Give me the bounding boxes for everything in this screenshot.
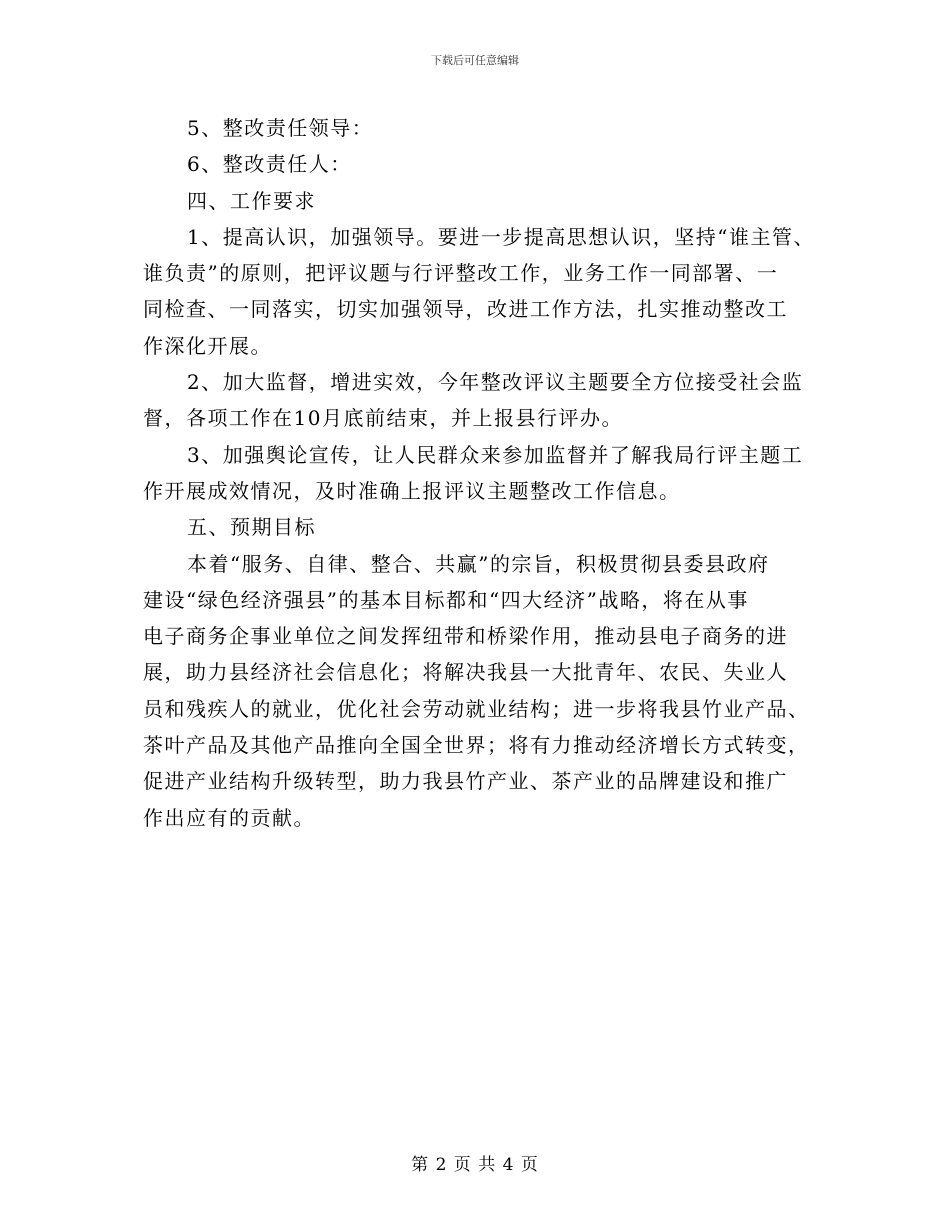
paragraph-line: 展，助力县经济社会信息化；将解决我县一大批青年、农民、失业人 — [143, 660, 788, 685]
paragraph-line: 茶叶产品及其他产品推向全国全世界；将有力推动经济增长方式转变， — [143, 733, 810, 758]
page-number: 第 2 页 共 4 页 — [411, 1155, 539, 1175]
item-rectification-person: 6、整改责任人： — [187, 152, 352, 177]
paragraph-line: 作深化开展。 — [143, 333, 272, 358]
paragraph-line: 电子商务企事业单位之间发挥纽带和桥梁作用，推动县电子商务的进 — [143, 624, 788, 649]
item-rectification-leader: 5、整改责任领导： — [187, 116, 374, 140]
paragraph-line: 本着“服务、自律、整合、共赢”的宗旨，积极贯彻县委县政府 — [187, 551, 770, 576]
paragraph-line: 建设“绿色经济强县”的基本目标都和“四大经济”战略，将在从事 — [143, 587, 749, 612]
page-header: 下载后可任意编辑 — [431, 54, 519, 67]
paragraph-line: 1、提高认识，加强领导。要进一步提高思想认识，坚持“谁主管、 — [187, 224, 815, 249]
paragraph-line: 2、加大监督，增进实效，今年整改评议主题要全方位接受社会监 — [187, 370, 804, 395]
paragraph-line: 3、加强舆论宣传，让人民群众来参加监督并了解我局行评主题工 — [187, 442, 804, 467]
paragraph-line: 同检查、一同落实，切实加强领导，改进工作方法，扎实推动整改工 — [143, 297, 788, 322]
paragraph-line: 谁负责”的原则，把评议题与行评整改工作，业务工作一同部署、一 — [143, 261, 779, 286]
paragraph-line: 促进产业结构升级转型，助力我县竹产业、茶产业的品牌建设和推广 — [143, 769, 788, 794]
paragraph-line: 作开展成效情况，及时准确上报评议主题整改工作信息。 — [143, 478, 681, 503]
paragraph-line: 作出应有的贡献。 — [143, 805, 315, 830]
section-heading-expected-goals: 五、预期目标 — [187, 515, 316, 540]
paragraph-line: 督，各项工作在10月底前结束，并上报县行评办。 — [143, 406, 623, 431]
section-heading-work-requirements: 四、工作要求 — [187, 188, 316, 213]
document-body — [143, 110, 815, 836]
paragraph-line: 员和残疾人的就业，优化社会劳动就业结构；进一步将我县竹业产品、 — [143, 696, 810, 721]
